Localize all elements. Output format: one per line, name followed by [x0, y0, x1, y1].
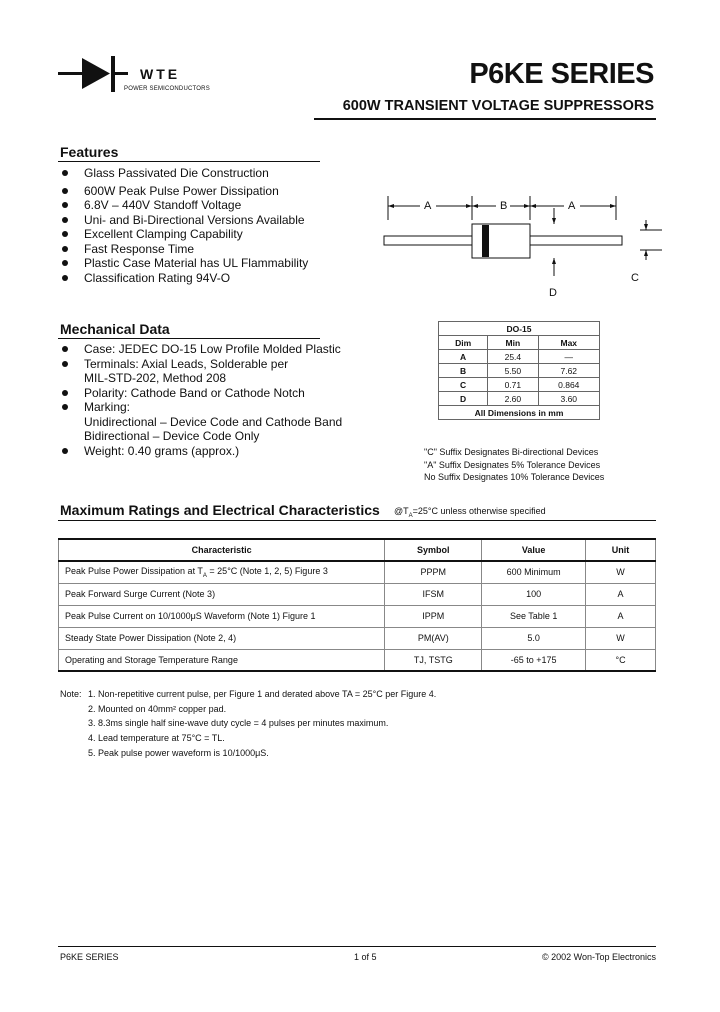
footer-page-number: 1 of 5: [354, 952, 377, 962]
dim-label-a-left: A: [424, 200, 432, 212]
suffix-note: "A" Suffix Designates 5% Tolerance Devices: [424, 459, 601, 470]
do15-cell: D: [439, 392, 488, 406]
ratings-title: Maximum Ratings and Electrical Characteristics: [60, 502, 380, 518]
do15-row: [439, 378, 600, 392]
note-item: 1. Non-repetitive current pulse, per Figure 1 and derated above TA = 25°C per Figure 4.: [88, 689, 437, 699]
do15-header-min: Min: [488, 336, 538, 350]
do15-cell: 0.71: [488, 378, 538, 392]
note-item: 5. Peak pulse power waveform is 10/1000μS.: [88, 747, 269, 758]
suffix-note: "C" Suffix Designates Bi-directional Devices: [424, 447, 599, 457]
ratings-table: [58, 538, 656, 672]
do15-row: [439, 392, 600, 406]
page-subtitle: 600W TRANSIENT VOLTAGE SUPPRESSORS: [342, 98, 654, 114]
ratings-unit: W: [586, 627, 656, 649]
ratings-header-characteristic: Characteristic: [59, 539, 385, 561]
notes-block: [60, 687, 436, 761]
ratings-symbol: PM(AV): [385, 627, 482, 649]
ratings-value: 100: [482, 583, 586, 605]
feature-item: Excellent Clamping Capability: [60, 227, 308, 242]
dim-label-c: C: [631, 272, 639, 284]
mechanical-item: Case: JEDEC DO-15 Low Profile Molded Plastic: [60, 342, 342, 357]
ratings-unit: A: [586, 583, 656, 605]
do15-cell: 7.62: [538, 364, 599, 378]
do15-cell: 5.50: [488, 364, 538, 378]
feature-item: Plastic Case Material has UL Flammability: [60, 256, 308, 271]
features-list: [60, 166, 308, 285]
package-dimension-diagram: [376, 196, 666, 306]
mechanical-item-continued: Unidirectional – Device Code and Cathode Band: [84, 414, 343, 429]
ratings-value: -65 to +175: [482, 649, 586, 671]
suffix-notes: [424, 446, 604, 484]
ratings-characteristic: Peak Pulse Current on 10/1000μS Waveform (Note 1) Figure 1: [59, 605, 385, 627]
ratings-value: 600 Minimum: [482, 561, 586, 583]
mechanical-item: Weight: 0.40 grams (approx.): [60, 444, 342, 459]
header-rule: [314, 118, 656, 120]
ratings-characteristic: Peak Pulse Power Dissipation at $T_A = 25^\circ C$ (Note 1, 2, 5) Figure 3: [59, 561, 385, 583]
ratings-row: [59, 561, 656, 583]
logo-subtitle: POWER SEMICONDUCTORS: [124, 86, 210, 92]
feature-item-continued: Classification Rating 94V-O: [60, 271, 308, 286]
dim-label-a-right: A: [568, 200, 576, 212]
ratings-symbol: TJ, TSTG: [385, 649, 482, 671]
ratings-row: [59, 649, 656, 671]
dim-label-d: D: [549, 287, 557, 299]
logo-text: WTE: [140, 66, 181, 82]
ratings-rule: [58, 520, 656, 521]
note-item: 4. Lead temperature at 75°C = TL.: [88, 733, 225, 744]
feature-item: 6.8V – 440V Standoff Voltage: [60, 198, 308, 213]
mechanical-item: Polarity: Cathode Band or Cathode Notch: [60, 386, 342, 401]
notes-lead: Note:: [60, 689, 82, 699]
do15-cell: B: [439, 364, 488, 378]
footer-copyright: © 2002 Won-Top Electronics: [541, 952, 656, 962]
mechanical-item-continued: MIL-STD-202, Method 208: [84, 371, 227, 385]
ratings-value: See Table 1: [482, 605, 586, 627]
mechanical-item-continued: Bidirectional – Device Code Only: [84, 429, 260, 443]
ratings-header-value: Value: [482, 539, 586, 561]
feature-item: 600W Peak Pulse Power Dissipation: [60, 184, 308, 199]
ratings-symbol: IPPM: [385, 605, 482, 627]
do15-header-dim: Dim: [439, 336, 488, 350]
mechanical-item: Terminals: Axial Leads, Solderable per: [60, 357, 342, 372]
do15-cell: A: [439, 350, 488, 364]
do15-cell: 25.4: [488, 350, 538, 364]
ratings-header-unit: Unit: [586, 539, 656, 561]
mechanical-rule: [58, 338, 320, 339]
diode-logo-icon: [58, 52, 128, 96]
ratings-unit: W: [586, 561, 656, 583]
do15-row: [439, 350, 600, 364]
ratings-row: [59, 627, 656, 649]
do15-title: DO-15: [439, 322, 600, 336]
ratings-condition: $@T_A=25^\circ C$ unless otherwise specified: [394, 506, 546, 519]
note-item: 3. 8.3ms single half sine-wave duty cycle = 4 pulses per minutes maximum.: [88, 718, 389, 729]
note-item: 2. Mounted on 40mm² copper pad.: [88, 703, 227, 714]
do15-cell: 2.60: [488, 392, 538, 406]
feature-item: Fast Response Time: [60, 242, 308, 257]
ratings-unit: °C: [586, 649, 656, 671]
do15-cell: 0.864: [538, 378, 599, 392]
ratings-row: [59, 583, 656, 605]
feature-item: Uni- and Bi-Directional Versions Available: [60, 213, 308, 228]
features-rule: [58, 161, 320, 162]
do15-footer: All Dimensions in mm: [439, 406, 600, 420]
footer-left: P6KE SERIES: [60, 952, 119, 962]
do15-cell: —: [538, 350, 599, 364]
ratings-unit: A: [586, 605, 656, 627]
features-title: Features: [60, 144, 119, 160]
mechanical-list: [60, 342, 342, 458]
footer-rule: [58, 946, 656, 947]
suffix-note: No Suffix Designates 10% Tolerance Devices: [424, 472, 605, 482]
ratings-symbol: IFSM: [385, 583, 482, 605]
mechanical-item: Marking:: [60, 400, 342, 415]
ratings-header-symbol: Symbol: [385, 539, 482, 561]
ratings-characteristic: Steady State Power Dissipation (Note 2, 4): [59, 627, 385, 649]
ratings-characteristic: Operating and Storage Temperature Range: [59, 649, 385, 671]
series-title: P6KE SERIES: [469, 58, 654, 90]
dim-label-b: B: [500, 200, 508, 212]
ratings-row: [59, 605, 656, 627]
mechanical-title: Mechanical Data: [60, 321, 170, 337]
do15-header-max: Max: [538, 336, 599, 350]
do15-cell: 3.60: [538, 392, 599, 406]
ratings-characteristic: Peak Forward Surge Current (Note 3): [59, 583, 385, 605]
feature-item: Glass Passivated Die Construction: [60, 166, 308, 181]
do15-dimension-table: [438, 321, 600, 420]
ratings-value: 5.0: [482, 627, 586, 649]
ratings-symbol: PPPM: [385, 561, 482, 583]
do15-row: [439, 364, 600, 378]
do15-cell: C: [439, 378, 488, 392]
